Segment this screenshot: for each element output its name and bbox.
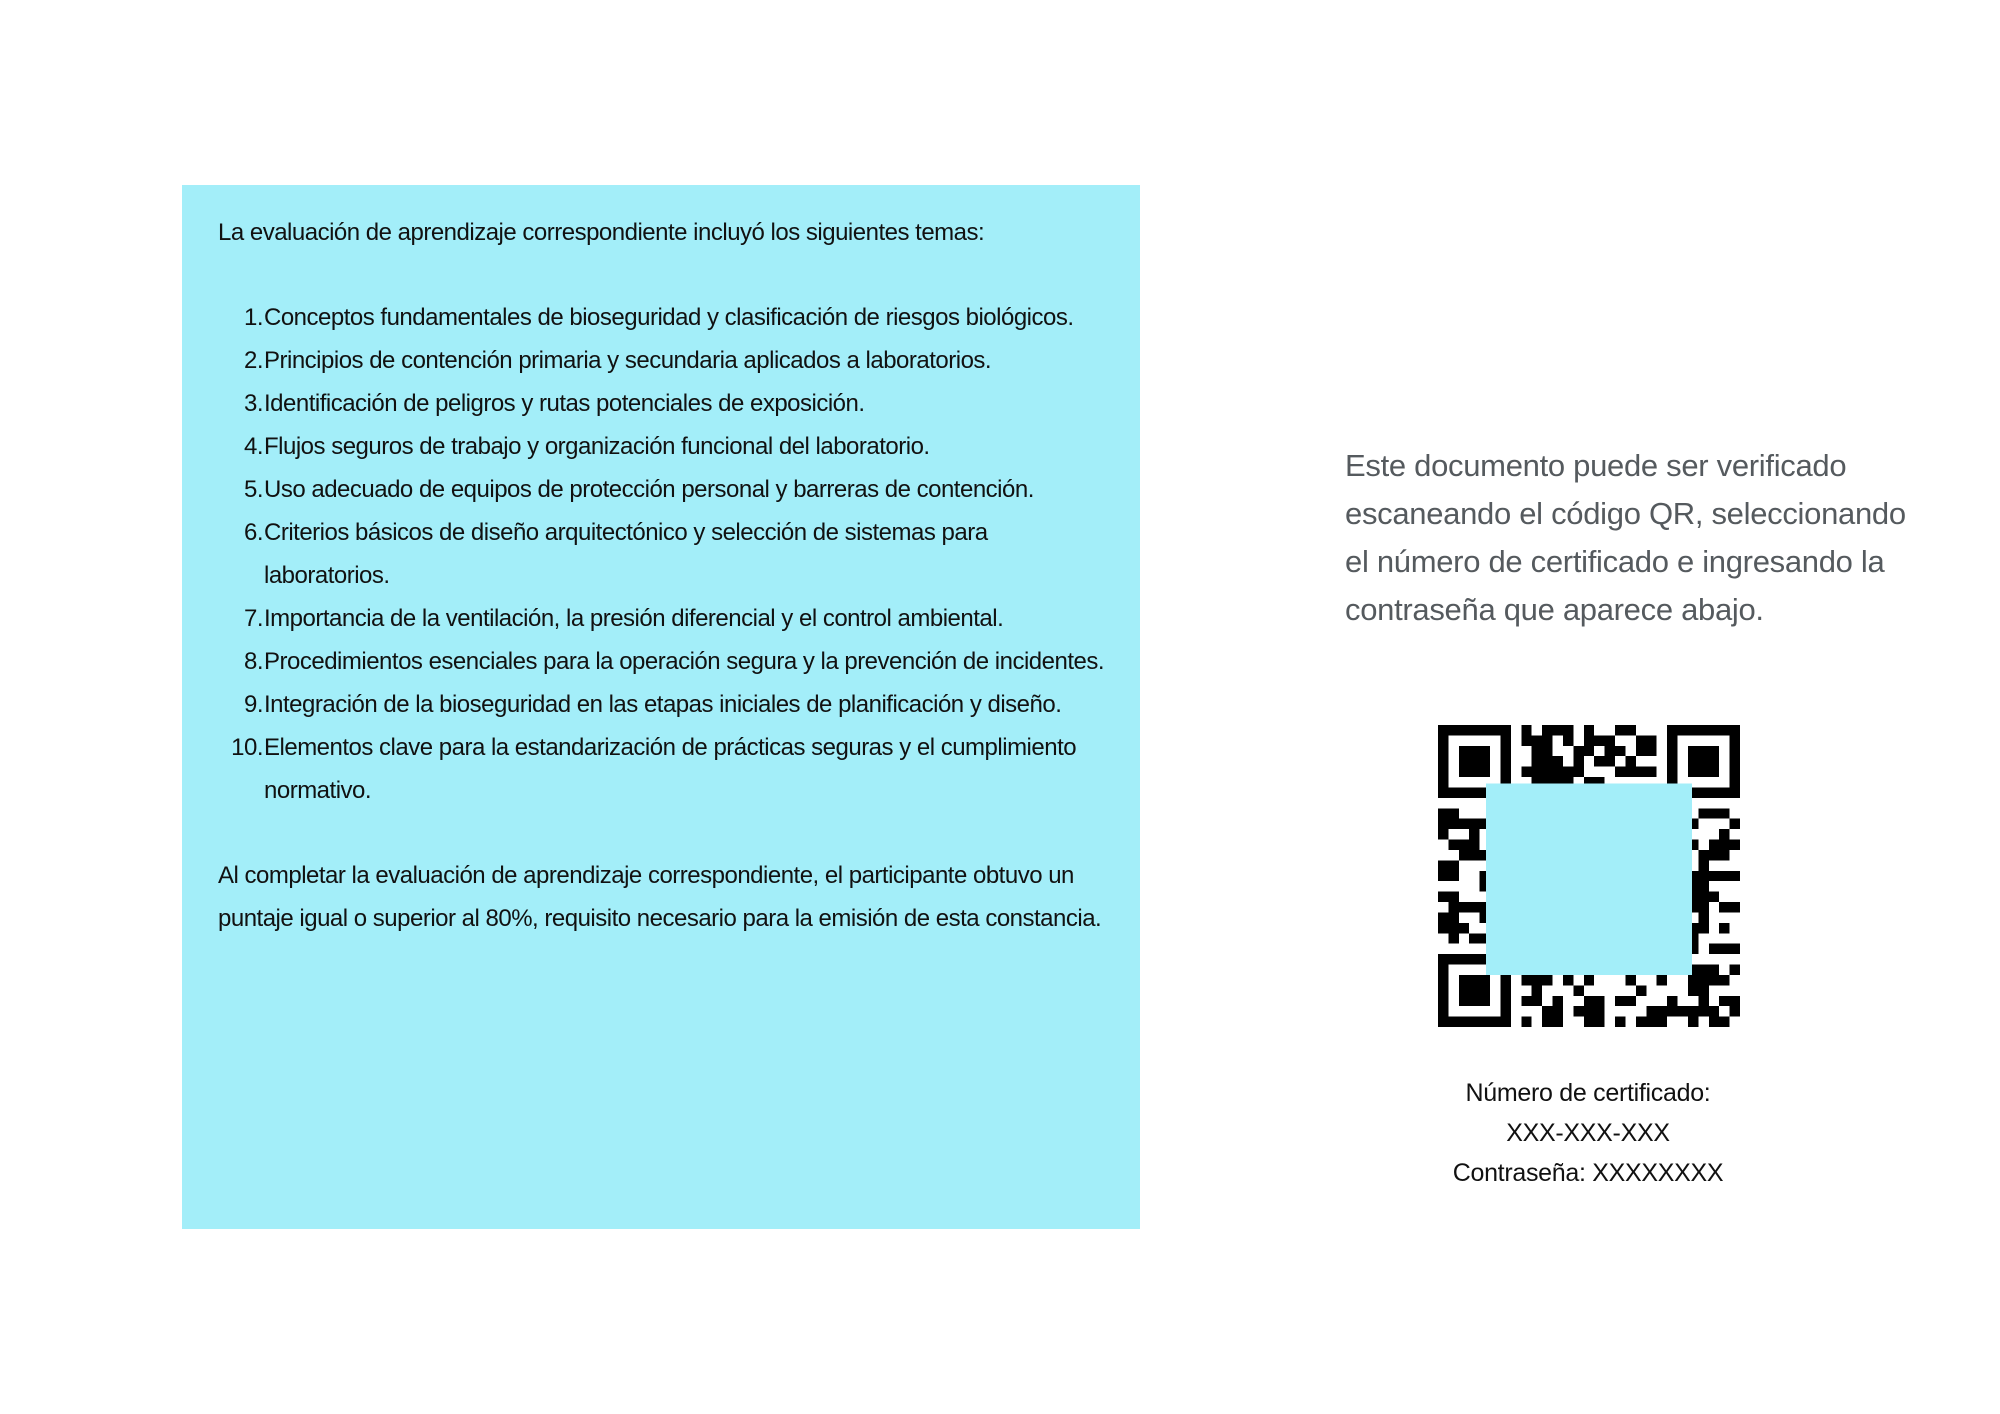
qr-module bbox=[1594, 1006, 1604, 1016]
qr-module bbox=[1542, 1017, 1552, 1027]
qr-module bbox=[1532, 756, 1542, 766]
qr-module bbox=[1709, 850, 1719, 860]
qr-module bbox=[1730, 944, 1740, 954]
qr-module bbox=[1438, 923, 1448, 933]
qr-module bbox=[1615, 996, 1625, 1006]
qr-module bbox=[1646, 746, 1656, 756]
certificate-number-label: Número de certificado: bbox=[1465, 1079, 1711, 1107]
list-item-number: 2. bbox=[243, 347, 263, 374]
qr-module bbox=[1719, 975, 1729, 985]
qr-module bbox=[1730, 1006, 1740, 1016]
qr-module bbox=[1563, 725, 1573, 735]
qr-module bbox=[1709, 871, 1719, 881]
qr-module bbox=[1625, 996, 1635, 1006]
qr-module bbox=[1719, 902, 1729, 912]
qr-module bbox=[1719, 808, 1729, 818]
qr-module bbox=[1698, 965, 1708, 975]
qr-code-graphic bbox=[1438, 725, 1740, 1027]
qr-module bbox=[1730, 996, 1740, 1006]
qr-module bbox=[1532, 746, 1542, 756]
qr-module bbox=[1646, 1006, 1656, 1016]
qr-module bbox=[1584, 746, 1594, 756]
qr-module bbox=[1698, 975, 1708, 985]
list-item bbox=[218, 382, 1116, 425]
list-item-text: Criterios básicos de diseño arquitectónico y selección de sistemas para laboratorios. bbox=[264, 519, 988, 589]
qr-module bbox=[1698, 985, 1708, 995]
qr-module bbox=[1719, 850, 1729, 860]
qr-module bbox=[1636, 735, 1646, 745]
qr-module bbox=[1438, 808, 1448, 818]
qr-module bbox=[1678, 1006, 1688, 1016]
qr-module bbox=[1459, 923, 1469, 933]
qr-module bbox=[1615, 725, 1625, 735]
qr-module bbox=[1636, 767, 1646, 777]
qr-module bbox=[1573, 746, 1583, 756]
qr-module bbox=[1709, 1006, 1719, 1016]
qr-module bbox=[1469, 819, 1479, 829]
qr-module bbox=[1594, 1017, 1604, 1027]
qr-module bbox=[1532, 985, 1542, 995]
qr-module bbox=[1698, 850, 1708, 860]
verification-text: Este documento puede ser verificado escaneando el código QR, seleccionando el número de certificado e ingresando la contraseña que aparece abajo. bbox=[1345, 448, 1906, 627]
qr-module bbox=[1719, 944, 1729, 954]
qr-module bbox=[1521, 996, 1531, 1006]
qr-module bbox=[1573, 756, 1583, 766]
qr-module bbox=[1698, 996, 1708, 1006]
qr-module bbox=[1625, 767, 1635, 777]
list-item-text: Importancia de la ventilación, la presión diferencial y el control ambiental. bbox=[264, 605, 1004, 632]
qr-module bbox=[1584, 735, 1594, 745]
qr-module bbox=[1521, 767, 1531, 777]
qr-module bbox=[1709, 944, 1719, 954]
qr-module bbox=[1542, 767, 1552, 777]
qr-module bbox=[1667, 1006, 1677, 1016]
qr-module bbox=[1646, 767, 1656, 777]
list-item-number: 3. bbox=[243, 390, 263, 417]
qr-module bbox=[1615, 746, 1625, 756]
topics-closing: Al completar la evaluación de aprendizaje correspondiente, el participante obtuvo un puntaje igual o superior al 80%, requisito necesario para la emisión de esta constancia. bbox=[218, 862, 1102, 932]
qr-module bbox=[1719, 829, 1729, 839]
qr-module bbox=[1553, 996, 1563, 1006]
qr-module bbox=[1563, 975, 1573, 985]
qr-module bbox=[1448, 871, 1458, 881]
qr-module bbox=[1448, 840, 1458, 850]
qr-module bbox=[1448, 819, 1458, 829]
qr-module bbox=[1563, 735, 1573, 745]
qr-center-mask bbox=[1486, 783, 1692, 975]
list-item-number: 5. bbox=[243, 476, 263, 503]
list-item-number: 8. bbox=[243, 648, 263, 675]
qr-module bbox=[1709, 965, 1719, 975]
qr-module bbox=[1532, 735, 1542, 745]
qr-module bbox=[1719, 871, 1729, 881]
qr-module bbox=[1636, 1017, 1646, 1027]
qr-module bbox=[1438, 819, 1448, 829]
list-item bbox=[218, 511, 1116, 597]
qr-module bbox=[1730, 840, 1740, 850]
qr-module bbox=[1688, 985, 1698, 995]
qr-module bbox=[1532, 767, 1542, 777]
qr-module bbox=[1448, 912, 1458, 922]
list-item-text: Identificación de peligros y rutas potenciales de exposición. bbox=[264, 390, 865, 417]
list-item bbox=[218, 683, 1116, 726]
qr-module bbox=[1667, 996, 1677, 1006]
qr-module bbox=[1584, 1006, 1594, 1016]
qr-module bbox=[1542, 746, 1552, 756]
qr-module bbox=[1553, 1006, 1563, 1016]
qr-module bbox=[1448, 933, 1458, 943]
qr-module bbox=[1438, 860, 1448, 870]
qr-module bbox=[1521, 1017, 1531, 1027]
qr-module bbox=[1573, 985, 1583, 995]
qr-module bbox=[1698, 881, 1708, 891]
qr-module bbox=[1573, 767, 1583, 777]
qr-module bbox=[1688, 975, 1698, 985]
list-item-number: 6. bbox=[243, 519, 263, 546]
list-item-text: Integración de la bioseguridad en las etapas iniciales de planificación y diseño. bbox=[264, 691, 1062, 718]
qr-module bbox=[1573, 1006, 1583, 1016]
qr-module bbox=[1448, 808, 1458, 818]
list-item bbox=[218, 296, 1116, 339]
list-item bbox=[218, 726, 1116, 812]
qr-module bbox=[1688, 1017, 1698, 1027]
qr-module bbox=[1709, 975, 1719, 985]
list-item-number: 4. bbox=[243, 433, 263, 460]
qr-module bbox=[1542, 975, 1552, 985]
list-item bbox=[218, 468, 1116, 511]
qr-module bbox=[1594, 756, 1604, 766]
qr-module bbox=[1730, 819, 1740, 829]
qr-module bbox=[1594, 735, 1604, 745]
qr-module bbox=[1521, 975, 1531, 985]
qr-module bbox=[1542, 756, 1552, 766]
qr-module bbox=[1542, 735, 1552, 745]
qr-module bbox=[1553, 1017, 1563, 1027]
qr-module bbox=[1553, 756, 1563, 766]
qr-module bbox=[1719, 840, 1729, 850]
qr-module bbox=[1584, 1017, 1594, 1027]
certificate-password: Contraseña: XXXXXXXX bbox=[1452, 1159, 1724, 1187]
qr-module bbox=[1709, 808, 1719, 818]
qr-module bbox=[1584, 725, 1594, 735]
qr-module bbox=[1584, 975, 1594, 985]
qr-module bbox=[1657, 975, 1667, 985]
qr-module bbox=[1459, 850, 1469, 860]
topics-intro: La evaluación de aprendizaje correspondiente incluyó los siguientes temas: bbox=[218, 219, 985, 246]
qr-code-icon[interactable] bbox=[1438, 725, 1740, 1027]
qr-module bbox=[1698, 923, 1708, 933]
qr-module bbox=[1719, 996, 1729, 1006]
qr-module bbox=[1438, 912, 1448, 922]
qr-module bbox=[1469, 840, 1479, 850]
list-item bbox=[218, 339, 1116, 382]
qr-module bbox=[1553, 767, 1563, 777]
list-item-text: Uso adecuado de equipos de protección personal y barreras de contención. bbox=[264, 476, 1034, 503]
qr-module bbox=[1698, 860, 1708, 870]
list-item-number: 1. bbox=[243, 304, 263, 331]
qr-module bbox=[1448, 923, 1458, 933]
list-item bbox=[218, 425, 1116, 468]
qr-module bbox=[1615, 767, 1625, 777]
qr-module bbox=[1448, 860, 1458, 870]
list-item-number: 9. bbox=[243, 691, 263, 718]
qr-module bbox=[1469, 933, 1479, 943]
qr-module bbox=[1646, 1017, 1656, 1027]
qr-module bbox=[1615, 1017, 1625, 1027]
certificate-number: XXX-XXX-XXX bbox=[1506, 1119, 1670, 1147]
list-item-text: Conceptos fundamentales de bioseguridad y clasificación de riesgos biológicos. bbox=[264, 304, 1074, 331]
list-item bbox=[218, 640, 1116, 683]
qr-module bbox=[1459, 840, 1469, 850]
qr-module bbox=[1438, 829, 1448, 839]
qr-module bbox=[1438, 871, 1448, 881]
qr-module bbox=[1698, 871, 1708, 881]
qr-module bbox=[1625, 756, 1635, 766]
qr-module bbox=[1521, 735, 1531, 745]
qr-module bbox=[1709, 1017, 1719, 1027]
qr-module bbox=[1657, 1006, 1667, 1016]
qr-module bbox=[1594, 996, 1604, 1006]
qr-module bbox=[1646, 735, 1656, 745]
qr-module bbox=[1459, 819, 1469, 829]
qr-module bbox=[1469, 829, 1479, 839]
list-item-text: Flujos seguros de trabajo y organización funcional del laboratorio. bbox=[264, 433, 930, 460]
list-item-number: 10. bbox=[231, 734, 263, 761]
qr-module bbox=[1438, 892, 1448, 902]
qr-module bbox=[1719, 923, 1729, 933]
qr-module bbox=[1605, 756, 1615, 766]
qr-module bbox=[1521, 725, 1531, 735]
qr-module bbox=[1605, 735, 1615, 745]
qr-module bbox=[1553, 725, 1563, 735]
qr-module bbox=[1563, 767, 1573, 777]
qr-module bbox=[1625, 725, 1635, 735]
qr-module bbox=[1469, 850, 1479, 860]
qr-module bbox=[1698, 808, 1708, 818]
qr-module bbox=[1532, 996, 1542, 1006]
qr-module bbox=[1469, 902, 1479, 912]
qr-module bbox=[1709, 892, 1719, 902]
qr-module bbox=[1688, 1006, 1698, 1016]
qr-module bbox=[1448, 902, 1458, 912]
certificate-info bbox=[1390, 1073, 1786, 1193]
list-item bbox=[218, 597, 1116, 640]
list-item-text: Principios de contención primaria y secundaria aplicados a laboratorios. bbox=[264, 347, 992, 374]
qr-module bbox=[1698, 1006, 1708, 1016]
qr-module bbox=[1730, 871, 1740, 881]
qr-module bbox=[1709, 840, 1719, 850]
qr-module bbox=[1730, 965, 1740, 975]
qr-module bbox=[1636, 985, 1646, 995]
qr-module bbox=[1584, 996, 1594, 1006]
list-item-text: Elementos clave para la estandarización de prácticas seguras y el cumplimiento normativo. bbox=[264, 734, 1077, 804]
topics-panel bbox=[182, 185, 1140, 1229]
qr-module bbox=[1625, 975, 1635, 985]
list-item-text: Procedimientos esenciales para la operación segura y la prevención de incidentes. bbox=[264, 648, 1105, 675]
topics-list bbox=[218, 296, 1116, 812]
qr-module bbox=[1459, 902, 1469, 912]
qr-module bbox=[1698, 892, 1708, 902]
qr-module bbox=[1542, 1006, 1552, 1016]
qr-module bbox=[1532, 975, 1542, 985]
qr-module bbox=[1448, 892, 1458, 902]
list-item-number: 7. bbox=[243, 605, 263, 632]
qr-module bbox=[1698, 912, 1708, 922]
qr-module bbox=[1657, 1017, 1667, 1027]
qr-module bbox=[1719, 1017, 1729, 1027]
qr-module bbox=[1698, 902, 1708, 912]
qr-module bbox=[1605, 746, 1615, 756]
qr-module bbox=[1542, 725, 1552, 735]
qr-module bbox=[1636, 746, 1646, 756]
qr-module bbox=[1730, 902, 1740, 912]
